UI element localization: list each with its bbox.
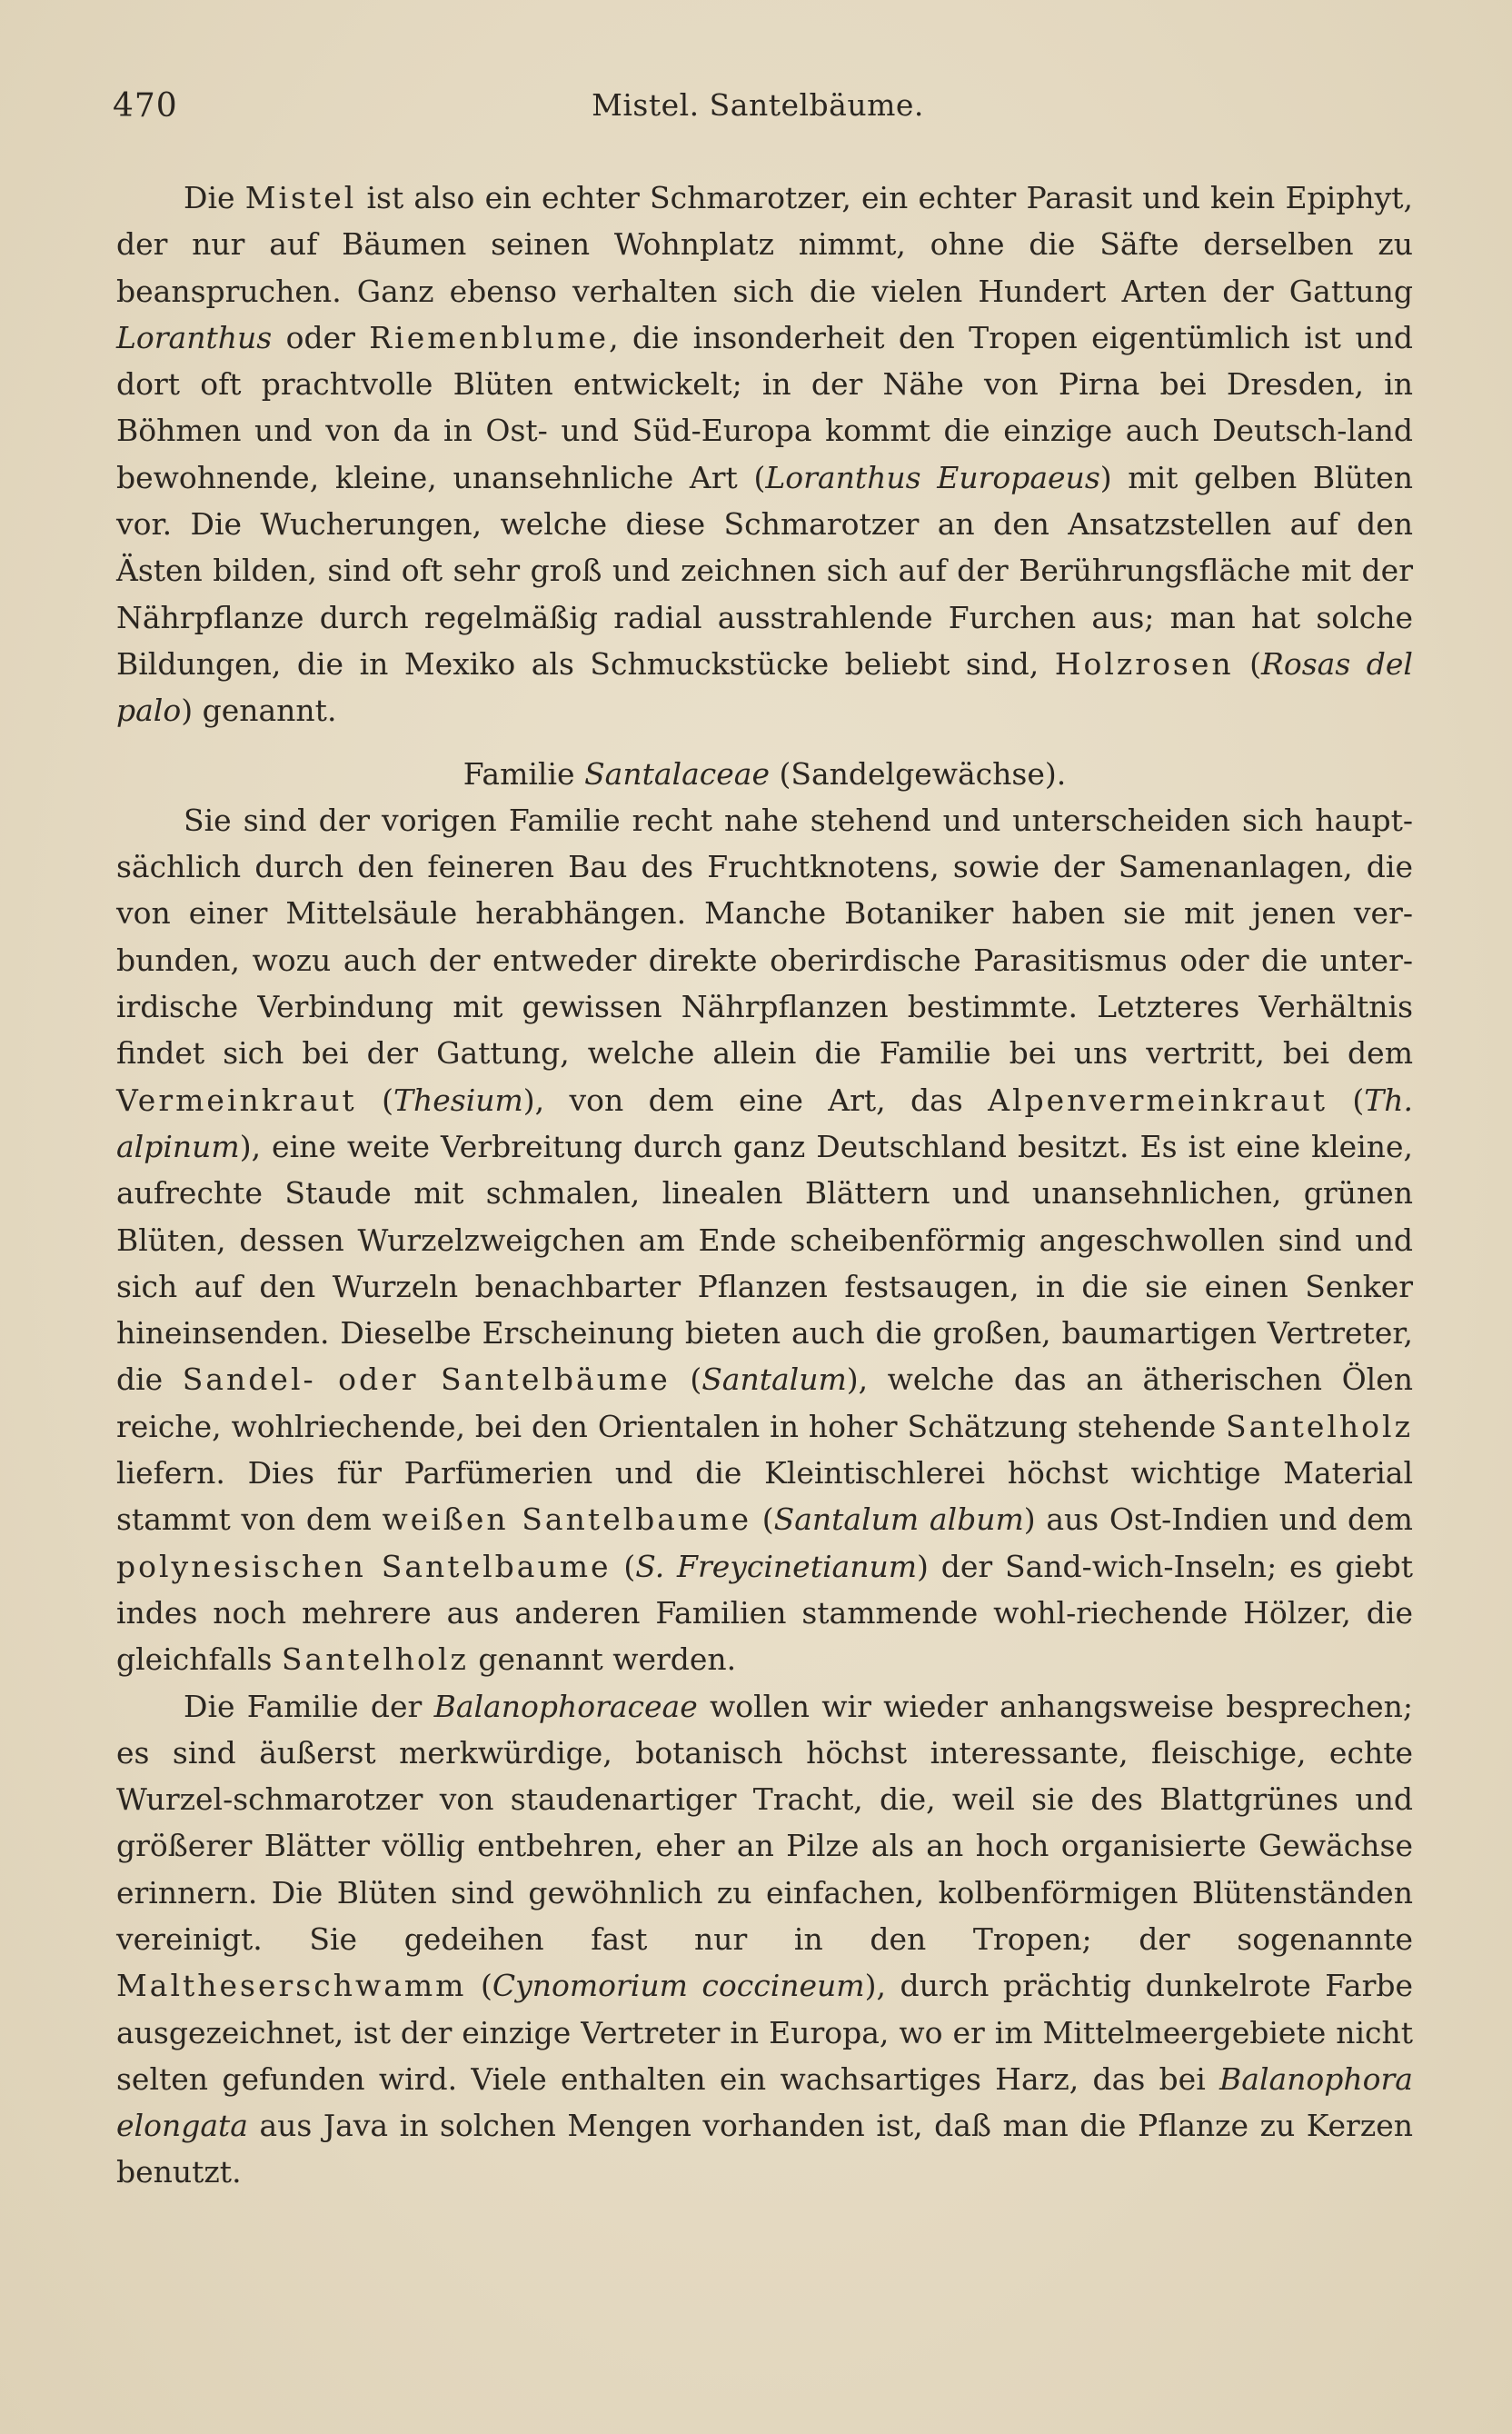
heading-text: Familie: [463, 755, 585, 792]
spaced-term: Sandel- oder Santelbäume: [182, 1362, 671, 1398]
latin-name: S. Freycinetianum: [635, 1548, 917, 1584]
section-heading: [116, 734, 1413, 797]
latin-name: Rosas del palo: [116, 645, 1413, 729]
text-run: Die: [184, 180, 245, 215]
paragraph-balanophoraceae: [116, 1683, 1413, 2196]
text-run: ) der Sand-wich-Inseln; es giebt indes noch mehrere aus anderen Familien stammende wohl-riechende Hölzer, die gleichfalls: [116, 1548, 1413, 1678]
spaced-term: Holzrosen: [1054, 645, 1234, 682]
text-run: aus Java in solchen Mengen vorhanden ist, daß man die Pflanze zu Kerzen benutzt.: [116, 2108, 1413, 2190]
text-run: oder: [272, 319, 370, 355]
spaced-term: Maltheserschwamm: [116, 1968, 467, 2004]
text-run: Sie sind der vorigen Familie recht nahe stehend und unterscheiden sich haupt-sächlich durch den feineren Bau des Fruchtknotens, sowie der Samenanlagen, die von einer Mittelsäule herabhängen. Manche Botaniker haben sie mit jenen ver-bunden, wozu auch der entweder direkte oberirdische Parasitismus oder die unter-irdische Verbindung mit gewissen Nährpflanzen bestimmte. Letzteres Verhältnis findet sich bei der Gattung, welche allein die Familie bei uns vertritt, bei dem: [116, 802, 1413, 1072]
text-run: genannt werden.: [468, 1641, 737, 1678]
text-run: ) mit gelben Blüten vor. Die Wucherungen, welche diese Schmarotzer an den Ansatzstellen auf den Ästen bilden, sind oft sehr groß und zeichnen sich auf der Berührungsfläche mit der Nährpflanze durch regelmäßig radial ausstrahlende Furchen aus; man hat solche Bildungen, die in Mexiko als Schmuckstücke beliebt sind,: [116, 459, 1413, 682]
text-run: (: [1233, 645, 1262, 682]
text-run: ist also ein echter Schmarotzer, ein echter Parasit und kein Epiphyt, der nur auf Bäumen seinen Wohnplatz nimmt, ohne die Säfte derselben zu beanspruchen. Ganz ebenso verhalten sich die vielen Hundert Arten der Gattung: [116, 180, 1414, 309]
spaced-term: Santelholz: [281, 1641, 469, 1678]
latin-name: Balanophora elongata: [116, 2060, 1413, 2144]
text-run: Die Familie der: [184, 1688, 434, 1724]
text-run: liefern. Dies für Parfümerien und die Kleintischlerei höchst wichtige Material stammt von dem: [116, 1455, 1413, 1538]
text-run: ), welche das an ätherischen Ölen reiche, wohlriechende, bei den Orientalen in hoher Schätzung stehende: [116, 1362, 1413, 1444]
spaced-term: Mistel: [244, 180, 357, 215]
spaced-term: Santelholz: [1226, 1408, 1413, 1444]
latin-name: Thesium: [393, 1082, 523, 1118]
text-run: ), eine weite Verbreitung durch ganz Deutschland besitzt. Es ist eine kleine, aufrechte Staude mit schmalen, linealen Blättern und unansehnlichen, grünen Blüten, dessen Wurzelzweigchen am Ende scheibenförmig angeschwollen sind und sich auf den Wurzeln benachbarter Pflanzen festsaugen, in die sie einen Senker hineinsenden. Dieselbe Erscheinung bieten auch die großen, baumartigen Vertreter, die: [116, 1128, 1413, 1398]
latin-name: Santalaceae: [584, 755, 770, 792]
text-run: ) aus Ost-Indien und dem: [1023, 1501, 1413, 1538]
latin-name: Loranthus Europaeus: [765, 459, 1100, 495]
running-title: Mistel. Santelbäume.: [592, 87, 924, 123]
text-run: ), durch prächtig dunkelrote Farbe ausgezeichnet, ist der einzige Vertreter in Europa, wo er im Mittelmeergebiete nicht selten gefunden wird. Viele enthalten ein wachsartiges Harz, das bei: [116, 1968, 1413, 2097]
page-header: [113, 87, 1403, 133]
latin-name: Santalum: [701, 1362, 847, 1398]
latin-name: Th. alpinum: [116, 1082, 1413, 1164]
text-run: (: [356, 1082, 393, 1118]
text-run: ) genannt.: [181, 693, 337, 729]
text-run: , die insonderheit den Tropen eigentümlich ist und dort oft prachtvolle Blüten entwickelt; in der Nähe von Pirna bei Dresden, in Böhmen und von da in Ost- und Süd-Europa kommt die einzige auch Deutsch-land bewohnende, kleine, unansehnliche Art (: [116, 319, 1413, 495]
spaced-term: Riemenblume: [369, 319, 610, 355]
text-run: (: [611, 1548, 636, 1584]
latin-name: Santalum album: [773, 1501, 1024, 1538]
text-run: (: [1327, 1082, 1365, 1118]
spaced-term: Vermeinkraut: [116, 1082, 357, 1118]
spaced-term: Alpenvermeinkraut: [988, 1082, 1328, 1118]
paragraph-santalaceae: [116, 797, 1413, 1683]
text-run: wollen wir wieder anhangsweise besprechen; es sind äußerst merkwürdige, botanisch höchst interessante, fleischige, echte Wurzel-schmarotzer von staudenartiger Tracht, die, weil sie des Blattgrünes und größerer Blätter völlig entbehren, eher an Pilze als an hoch organisierte Gewächse erinnern. Die Blüten sind gewöhnlich zu einfachen, kolbenförmigen Blütenständen vereinigt. Sie gedeihen fast nur in den Tropen; der sogenannte: [116, 1688, 1413, 1957]
latin-name: Balanophoraceae: [433, 1688, 698, 1724]
text-run: (: [751, 1501, 774, 1538]
spaced-term: polynesischen Santelbaume: [116, 1548, 612, 1584]
text-run: ), von dem eine Art, das: [522, 1082, 989, 1118]
page-body: [116, 175, 1413, 2196]
paragraph-mistel: [116, 175, 1413, 734]
page-number: 470: [113, 87, 178, 125]
spaced-term: weißen Santelbaume: [382, 1501, 752, 1538]
heading-text: (Sandelgewächse).: [769, 755, 1067, 792]
text-run: (: [670, 1362, 702, 1398]
text-run: (: [466, 1968, 492, 2004]
latin-name: Loranthus: [116, 319, 273, 355]
latin-name: Cynomorium coccineum: [492, 1968, 865, 2004]
